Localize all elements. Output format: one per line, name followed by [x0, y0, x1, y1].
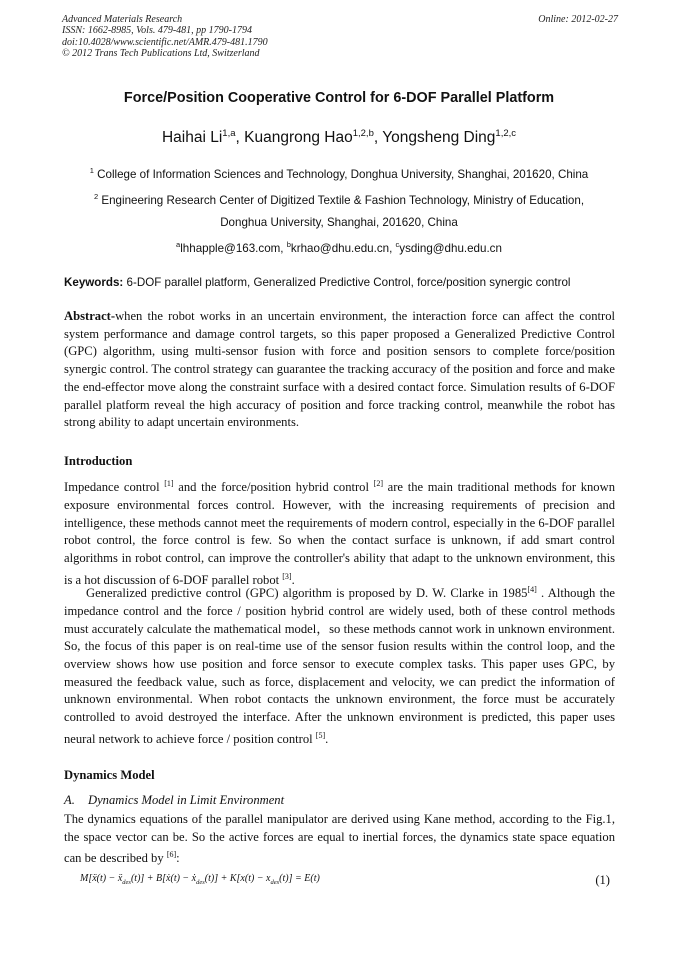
equation-1 — [80, 873, 610, 891]
citation: [1] — [164, 479, 174, 488]
citation: [6] — [166, 850, 177, 860]
author-name: Haihai Li — [161, 129, 223, 147]
author-name: Kuangrong Hao — [244, 129, 353, 147]
affiliation-sup: 1 — [89, 166, 94, 175]
journal-header — [62, 14, 618, 59]
intro-paragraph-2: Generalized predictive control (GPC) algorithm is proposed by D. W. Clarke in 1985[4] . Although the impedance control and the force / position hybrid control are widely used, both of these control methods must accurately calculate the mathematical model，so these methods cannot work in unknown environment. So, the focus of this paper is on real-time use of the sensor fusion results within the control loop, and the overview shows how use position and force sensor to execute complex tasks. This paper uses GPC, by measured the feedback value, such as force, displacement and velocity, we can predict the information of unknown environmental. When robot contacts the unknown environment, the force must be accurately controlled to avoid destroyed the interface. After the unknown environment is predicted, this paper uses neural network to achieve force / position control [5]. — [64, 585, 615, 746]
issn-line: ISSN: 1662-8985, Vols. 479-481, pp 1790-1794 — [62, 25, 252, 37]
affiliation-sup: 2 — [93, 192, 99, 201]
doi-line: doi:10.4028/www.scientific.net/AMR.479-481.1790 — [62, 36, 268, 48]
citation: [5] — [315, 730, 326, 740]
copyright-line: © 2012 Trans Tech Publications Ltd, Switzerland — [62, 47, 260, 59]
keywords-label: Keywords: — [64, 276, 124, 289]
online-date: Online: 2012-02-27 — [538, 14, 618, 25]
section-heading-introduction: Introduction — [64, 454, 133, 468]
affiliation-2-cont: Donghua University, Shanghai, 201620, China — [220, 216, 458, 229]
author-list: Haihai Li$^{1,a}$, Kuangrong Hao$^{1,2,b}$, Yongsheng Ding$^{1,2,c}$ — [161, 128, 517, 147]
affiliation-1: $^1$ College of Information Sciences and Technology, Donghua University, Shanghai, 201620, China — [89, 166, 589, 181]
email-link[interactable]: ysding@dhu.edu.cn — [399, 241, 502, 255]
author-emails: $^a$lhhapple@163.com, $^b$krhao@dhu.edu.cn, $^c$ysding@dhu.edu.cn — [176, 240, 502, 255]
subsection-heading: A. Dynamics Model in Limit Environment — [64, 793, 285, 807]
intro-paragraph-1: Impedance control [1] and the force/position hybrid control [2] are the main traditional methods for known exposure environmental forces control. However, with the increasing requirements of precision and intelligence, these methods cannot meet the requirements of modern control, especially in the 6-DOF parallel robot control, the force control is few. So when the contact surface is unknown, if add smart control algorithms in robot control, can improve the controller's ability that adapt to the unknown environment, this is a hot discussion of 6-DOF parallel robot [3]. — [64, 479, 615, 587]
keywords — [64, 276, 616, 289]
author-affil-sup: 1,2,c — [495, 128, 517, 139]
abstract-label: Abstract- — [64, 309, 116, 323]
email-link[interactable]: krhao@dhu.edu.cn, — [290, 241, 396, 255]
equation-number: (1) — [595, 873, 610, 887]
keywords-text: 6-DOF parallel platform, Generalized Predictive Control, force/position synergic control — [126, 276, 571, 289]
citation: [3] — [282, 571, 292, 581]
abstract — [64, 308, 615, 432]
email-link[interactable]: lhhapple@163.com, — [180, 241, 287, 255]
author-name: Yongsheng Ding — [382, 129, 496, 147]
citation: [4] — [527, 585, 537, 594]
author-affil-sup: 1,2,b — [352, 128, 374, 139]
paper-title: Force/Position Cooperative Control for 6-DOF Parallel Platform — [123, 90, 555, 106]
section-heading-dynamics: Dynamics Model — [64, 768, 155, 782]
abstract-text: when the robot works in an uncertain environment, the interaction force can affect the control system performance and damage control targets, so this paper proposed a Generalized Predictive Control (GPC) algorithm, using multi-sensor fusion with force and position sensors to complete force/position synergic control. The control strategy can guarantee the tracking accuracy of the position and force and make the end-effector move along the constraint surface with a desired contact force. Simulation results of 6-DOF parallel platform reveal the high accuracy of position and force tracking control, meanwhile the robot has strong ability to adapt uncertain environments. — [64, 309, 615, 430]
author-affil-sup: 1,a — [222, 128, 236, 139]
citation: [2] — [373, 479, 383, 488]
affiliation-2: $^2$ Engineering Research Center of Digitized Textile & Fashion Technology, Ministry of Education, — [93, 192, 585, 207]
equation-body: M[ẍ(t) − ẍ$_{des}$(t)] + B[ẋ(t) − ẋ$_{des}$(t)] + $K[x(t) - x_{des}(t)] = E(t)$ — [80, 873, 320, 886]
dynamics-paragraph: The dynamics equations of the parallel manipulator are derived using Kane method, according to the Fig.1, the space vector can be. So the active forces are equal to inertial forces, the dynamics state space equation can be described by [6]: — [64, 812, 615, 866]
journal-name: Advanced Materials Research — [62, 14, 183, 25]
